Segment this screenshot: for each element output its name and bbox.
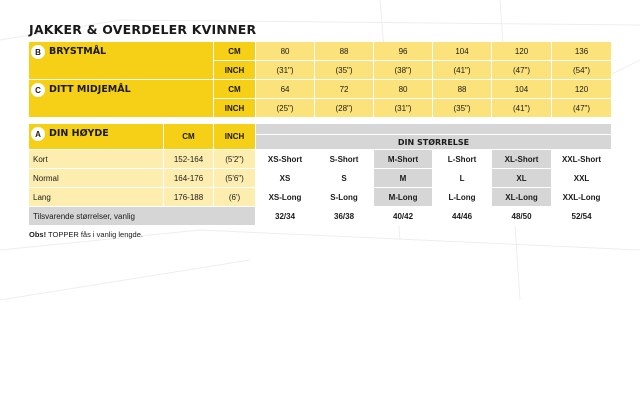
bust-cm-value: 120 <box>492 42 552 61</box>
waist-cm-value: 88 <box>433 80 492 99</box>
regular-size-value: 52/54 <box>552 207 612 226</box>
footnote-text: TOPPER fås i vanlig lengde. <box>48 230 143 239</box>
waist-label: DITT MIDJEMÅL <box>49 84 131 95</box>
height-row-cm: 176-188 <box>164 188 214 207</box>
size-cell: XXL-Long <box>552 188 612 207</box>
footnote-obs: Obs! <box>29 230 47 239</box>
waist-cm-value: 104 <box>492 80 552 99</box>
regular-size-row <box>29 207 612 226</box>
waist-cm-value: 80 <box>374 80 433 99</box>
bust-cm-row <box>29 42 612 61</box>
size-cell: XXL <box>552 169 612 188</box>
waist-inch-value: (28") <box>315 99 374 118</box>
bust-label-cell <box>29 42 214 80</box>
waist-cm-row <box>29 80 612 99</box>
regular-size-value: 36/38 <box>315 207 374 226</box>
size-cell: XS-Long <box>256 188 315 207</box>
height-row-name: Lang <box>29 188 164 207</box>
height-row-inch: (6') <box>214 188 256 207</box>
waist-inch-value: (41") <box>492 99 552 118</box>
size-cell: L <box>433 169 492 188</box>
size-cell: M <box>374 169 433 188</box>
height-cm-unit: CM <box>164 124 214 150</box>
size-cell: XL-Short <box>492 150 552 169</box>
height-label: DIN HØYDE <box>49 128 109 139</box>
regular-size-value: 40/42 <box>374 207 433 226</box>
size-cell: L-Short <box>433 150 492 169</box>
height-row-long <box>29 188 612 207</box>
bust-cm-value: 88 <box>315 42 374 61</box>
bust-inch-value: (38") <box>374 61 433 80</box>
size-cell: XS-Short <box>256 150 315 169</box>
regular-size-value: 44/46 <box>433 207 492 226</box>
height-row-inch: (5'6") <box>214 169 256 188</box>
bust-cm-value: 136 <box>552 42 612 61</box>
footnote <box>29 230 612 239</box>
size-cell: L-Long <box>433 188 492 207</box>
size-cell: M-Long <box>374 188 433 207</box>
height-row-inch: (5'2") <box>214 150 256 169</box>
size-cell: S-Short <box>315 150 374 169</box>
size-chart <box>29 20 612 239</box>
bust-inch-value: (41") <box>433 61 492 80</box>
waist-inch-unit: INCH <box>214 99 256 118</box>
bust-inch-value: (35") <box>315 61 374 80</box>
size-cell: S-Long <box>315 188 374 207</box>
badge-a: A <box>31 127 45 141</box>
waist-cm-unit: CM <box>214 80 256 99</box>
height-inch-unit: INCH <box>214 124 256 150</box>
bust-cm-unit: CM <box>214 42 256 61</box>
badge-b: B <box>31 45 45 59</box>
bust-label: BRYSTMÅL <box>49 46 107 57</box>
regular-size-value: 48/50 <box>492 207 552 226</box>
regular-size-value: 32/34 <box>256 207 315 226</box>
height-label-cell <box>29 124 164 150</box>
height-row-cm: 164-176 <box>164 169 214 188</box>
size-cell: XS <box>256 169 315 188</box>
bust-inch-value: (31") <box>256 61 315 80</box>
height-row-short <box>29 150 612 169</box>
badge-c: C <box>31 83 45 97</box>
regular-size-label: Tilsvarende størrelser, vanlig <box>29 207 256 226</box>
waist-inch-value: (47") <box>552 99 612 118</box>
height-row-normal <box>29 169 612 188</box>
page-title: JAKKER & OVERDELER KVINNER <box>29 22 257 37</box>
size-cell: XL <box>492 169 552 188</box>
height-header-row <box>29 124 612 135</box>
waist-inch-value: (31") <box>374 99 433 118</box>
size-header: DIN STØRRELSE <box>256 135 612 150</box>
waist-cm-value: 64 <box>256 80 315 99</box>
bust-inch-value: (47") <box>492 61 552 80</box>
height-row-name: Kort <box>29 150 164 169</box>
waist-cm-value: 120 <box>552 80 612 99</box>
waist-inch-value: (35") <box>433 99 492 118</box>
size-header-top <box>256 124 612 135</box>
size-cell: M-Short <box>374 150 433 169</box>
waist-label-cell <box>29 80 214 118</box>
bust-cm-value: 104 <box>433 42 492 61</box>
height-row-name: Normal <box>29 169 164 188</box>
size-cell: XL-Long <box>492 188 552 207</box>
height-row-cm: 152-164 <box>164 150 214 169</box>
waist-inch-value: (25") <box>256 99 315 118</box>
bust-cm-value: 96 <box>374 42 433 61</box>
waist-cm-value: 72 <box>315 80 374 99</box>
bust-inch-value: (54") <box>552 61 612 80</box>
size-table <box>29 42 612 226</box>
bust-cm-value: 80 <box>256 42 315 61</box>
bust-inch-unit: INCH <box>214 61 256 80</box>
size-cell: S <box>315 169 374 188</box>
size-cell: XXL-Short <box>552 150 612 169</box>
